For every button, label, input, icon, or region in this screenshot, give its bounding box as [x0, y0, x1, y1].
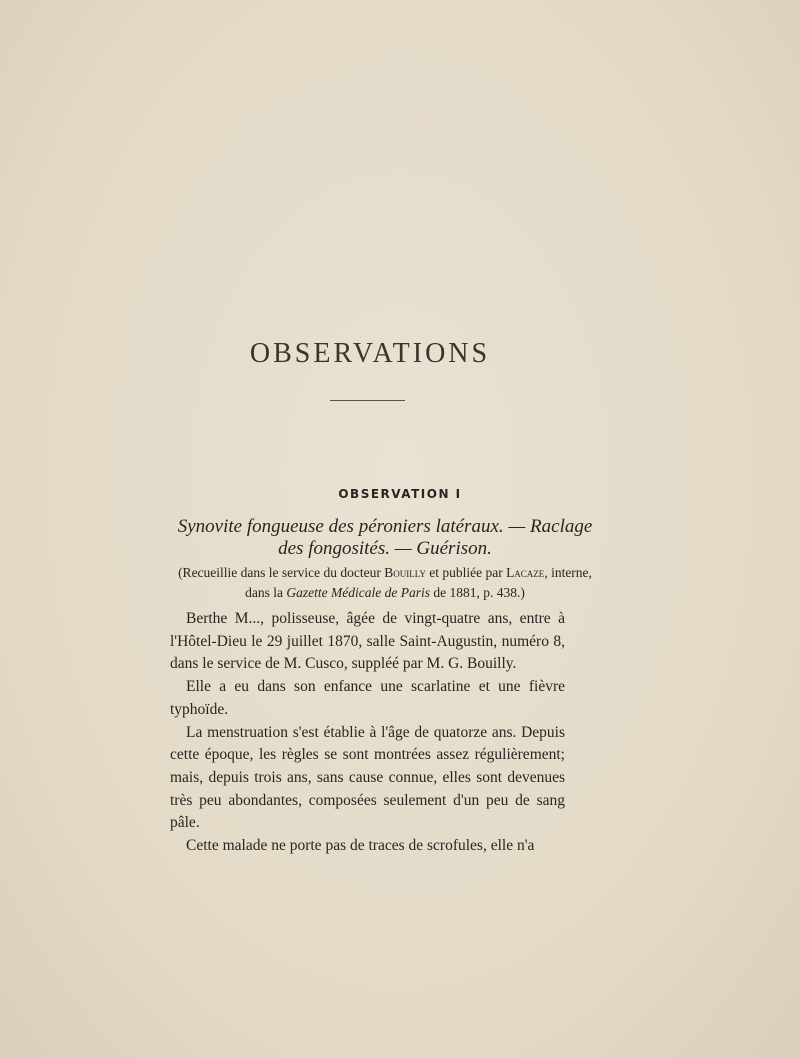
observation-title: [170, 516, 600, 560]
credit-text-3: , interne,: [544, 565, 592, 580]
observation-title-line-2: des fongosités. — Guérison.: [278, 538, 492, 559]
body-paragraph: La menstruation s'est établie à l'âge de quatorze ans. Depuis cette époque, les règles se sont montrées assez régulièrement; mais, depuis trois ans, sans cause connue, elles sont devenues très peu abondantes, composées seulement d'un peu de sang pâle.: [170, 723, 565, 832]
credit-text-5: de 1881, p. 438.): [429, 585, 525, 600]
credit-text-4: dans la: [245, 585, 287, 600]
body-paragraph: Cette malade ne porte pas de traces de scrofules, elle n'a: [186, 837, 535, 855]
credit-doctor: Bouilly: [384, 565, 426, 580]
observation-body: [170, 608, 565, 858]
body-paragraph: Berthe M..., polisseuse, âgée de vingt-quatre ans, entre à l'Hôtel-Dieu le 29 juillet 1870, salle Saint-Augustin, numéro 8, dans le service de M. Cusco, suppléé par M. G. Bouilly.: [170, 610, 565, 673]
title-divider: [330, 400, 405, 401]
page-title: OBSERVATIONS: [249, 338, 491, 369]
observation-heading: OBSERVATION I: [338, 487, 462, 501]
body-paragraph: Elle a eu dans son enfance une scarlatine et une fièvre typhoïde.: [170, 678, 565, 718]
observation-credit: [170, 563, 600, 603]
observation-title-line-1: Synovite fongueuse des péroniers latéraux. — Raclage: [177, 516, 593, 537]
credit-author: Lacaze: [506, 565, 545, 580]
credit-text-1: (Recueillie dans le service du docteur: [178, 565, 385, 580]
credit-text-2: et publiée par: [425, 565, 507, 580]
credit-journal: Gazette Médicale de Paris: [286, 585, 430, 600]
